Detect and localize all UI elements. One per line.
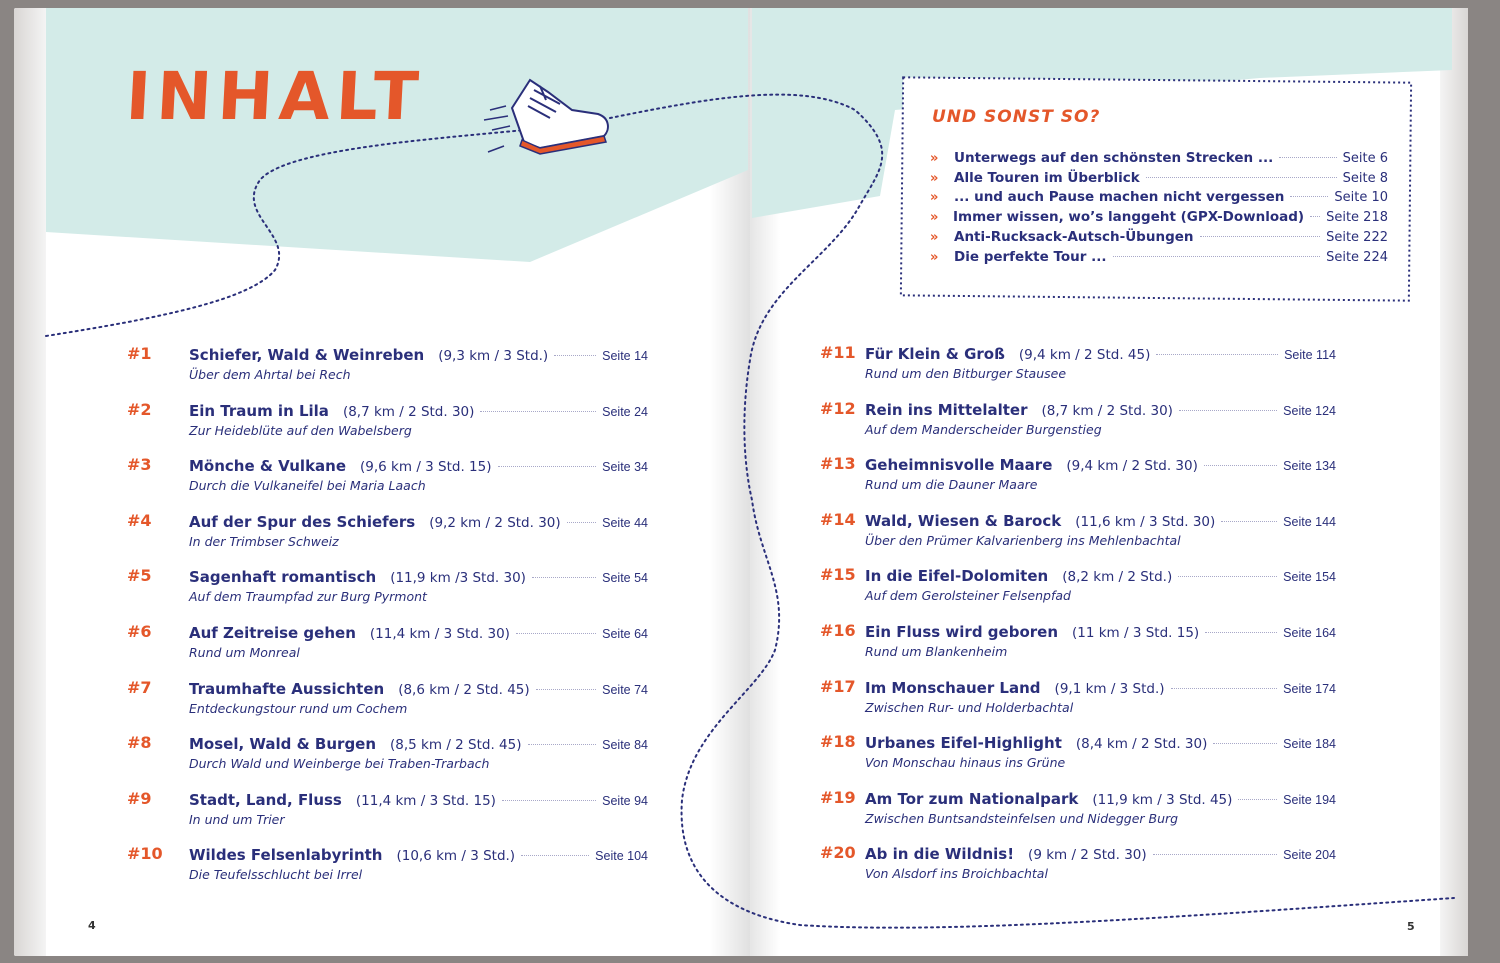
entry-subtitle: Die Teufelsschlucht bei Irrel — [189, 867, 363, 883]
entry-distance: (11,9 km /3 Std. 30) — [390, 570, 526, 587]
dot-leader — [516, 633, 596, 634]
entry-page: Seite 144 — [1283, 514, 1336, 529]
entry-page: Seite 184 — [1283, 737, 1336, 752]
entry-distance: (11,4 km / 3 Std. 15) — [355, 792, 496, 809]
entry-title: Geheimnisvolle Maare — [865, 456, 1053, 475]
toc-entry[interactable] — [189, 846, 648, 864]
toc-entry[interactable] — [189, 791, 648, 809]
chevron-double-right-icon: » — [930, 229, 939, 245]
entry-distance: (9 km / 2 Std. 30) — [1028, 847, 1147, 864]
entry-subtitle: Rund um Monreal — [189, 645, 300, 660]
dot-leader — [1205, 632, 1277, 633]
entry-number: #17 — [820, 676, 856, 696]
box-item-page: Seite 10 — [1334, 190, 1388, 206]
box-item-label: Die perfekte Tour ... — [954, 248, 1107, 265]
entry-page: Seite 134 — [1283, 459, 1336, 474]
entry-distance: (8,5 km / 2 Std. 45) — [390, 737, 522, 754]
entry-title: Rein ins Mittelalter — [865, 400, 1028, 419]
dot-leader — [480, 411, 596, 412]
entry-page: Seite 64 — [602, 627, 648, 641]
dot-leader — [532, 577, 596, 578]
mint-header-left — [46, 8, 748, 262]
entry-number: #1 — [127, 344, 152, 363]
entry-title: Urbanes Eifel-Highlight — [865, 734, 1062, 753]
entry-title: Sagenhaft romantisch — [189, 568, 377, 587]
entry-number: #5 — [127, 566, 152, 586]
entry-title: Ein Fluss wird geboren — [865, 623, 1058, 641]
box-item-page: Seite 222 — [1326, 229, 1388, 245]
toc-entry[interactable] — [865, 790, 1336, 808]
entry-number: #8 — [127, 733, 152, 753]
entry-subtitle: Zur Heideblüte auf den Wabelsberg — [189, 422, 412, 438]
toc-entry[interactable] — [189, 513, 648, 531]
box-item-label: Anti-Rucksack-Autsch-Übungen — [954, 228, 1194, 245]
entry-distance: (8,2 km / 2 Std.) — [1062, 569, 1173, 586]
toc-entry[interactable] — [189, 680, 648, 698]
toc-entry[interactable] — [865, 734, 1336, 752]
dot-leader — [1310, 216, 1320, 217]
entry-number: #6 — [127, 622, 152, 641]
dot-leader — [1171, 688, 1278, 689]
entry-page: Seite 74 — [602, 682, 648, 697]
box-item[interactable] — [930, 209, 1388, 225]
chevron-double-right-icon: » — [930, 170, 939, 186]
entry-distance: (11,4 km / 3 Std. 30) — [369, 626, 510, 642]
dot-leader — [1179, 410, 1277, 411]
entry-distance: (9,3 km / 3 Std.) — [438, 348, 549, 364]
toc-entry[interactable] — [189, 624, 648, 642]
entry-distance: (9,2 km / 2 Std. 30) — [429, 514, 561, 531]
entry-page: Seite 154 — [1283, 570, 1336, 585]
box-item[interactable] — [930, 150, 1388, 166]
box-item-page: Seite 6 — [1342, 151, 1388, 166]
dot-leader — [1204, 465, 1277, 466]
toc-entry[interactable] — [189, 457, 648, 475]
entry-distance: (8,6 km / 2 Std. 45) — [398, 681, 530, 698]
entry-distance: (11,6 km / 3 Std. 30) — [1075, 513, 1216, 530]
entry-page: Seite 164 — [1283, 626, 1336, 640]
toc-entry[interactable] — [865, 456, 1336, 474]
entry-page: Seite 124 — [1283, 403, 1336, 418]
entry-distance: (8,4 km / 2 Std. 30) — [1075, 736, 1208, 753]
box-item-label: Unterwegs auf den schönsten Strecken ... — [954, 150, 1274, 166]
dot-leader — [567, 522, 596, 523]
entry-page: Seite 194 — [1283, 792, 1336, 807]
dot-leader — [1153, 854, 1278, 855]
entry-number: #18 — [820, 732, 856, 752]
box-item[interactable] — [930, 249, 1388, 265]
dot-leader — [1178, 576, 1277, 577]
box-item-page: Seite 8 — [1342, 170, 1388, 186]
entry-number: #7 — [127, 677, 152, 697]
entry-title: Wald, Wiesen & Barock — [865, 511, 1062, 530]
entry-page: Seite 54 — [602, 571, 648, 586]
dot-leader — [554, 355, 596, 356]
entry-page: Seite 24 — [602, 404, 648, 419]
entry-number: #20 — [820, 843, 856, 863]
entry-subtitle: Über dem Ahrtal bei Rech — [189, 367, 351, 382]
entry-subtitle: Auf dem Traumpfad zur Burg Pyrmont — [189, 589, 427, 605]
entry-distance: (10,6 km / 3 Std.) — [396, 848, 516, 865]
entry-page: Seite 84 — [602, 738, 648, 753]
entry-subtitle: Durch Wald und Weinberge bei Traben-Trarbach — [189, 756, 490, 772]
box-item-page: Seite 218 — [1326, 210, 1388, 226]
entry-title: Mönche & Vulkane — [189, 457, 347, 476]
entry-number: #15 — [820, 565, 856, 585]
toc-entry[interactable] — [865, 623, 1336, 641]
dot-leader — [1290, 196, 1328, 197]
entry-title: Am Tor zum Nationalpark — [865, 789, 1079, 808]
entry-title: Ein Traum in Lila — [189, 401, 329, 420]
toc-entry[interactable] — [189, 402, 648, 420]
entry-subtitle: Zwischen Rur- und Holderbachtal — [865, 699, 1074, 715]
entry-subtitle: In und um Trier — [189, 811, 285, 827]
entry-distance: (9,6 km / 3 Std. 15) — [360, 459, 492, 476]
entry-number: #2 — [127, 399, 152, 419]
entry-page: Seite 94 — [602, 793, 648, 808]
dot-leader — [1213, 743, 1277, 744]
toc-entry[interactable] — [189, 346, 648, 364]
entry-number: #11 — [820, 343, 856, 362]
entry-subtitle: Über den Prümer Kalvarienberg ins Mehlenbachtal — [865, 532, 1181, 548]
chevron-double-right-icon: » — [930, 151, 939, 166]
entry-subtitle: Entdeckungstour rund um Cochem — [189, 700, 408, 716]
entry-title: Traumhafte Aussichten — [189, 679, 385, 698]
entry-subtitle: Von Alsdorf ins Broichbachtal — [865, 866, 1048, 882]
dot-leader — [1113, 256, 1321, 257]
toc-entry[interactable] — [865, 845, 1336, 863]
entry-subtitle: Zwischen Buntsandsteinfelsen und Nidegger Burg — [865, 810, 1179, 826]
dot-leader — [498, 466, 597, 467]
chevron-double-right-icon: » — [930, 249, 939, 265]
toc-entry[interactable] — [865, 401, 1336, 419]
entry-page: Seite 34 — [602, 460, 648, 475]
entry-page: Seite 174 — [1283, 681, 1336, 696]
box-item-label: ... und auch Pause machen nicht vergessen — [954, 189, 1285, 206]
entry-subtitle: Rund um Blankenheim — [865, 644, 1008, 659]
entry-title: Auf der Spur des Schiefers — [189, 512, 416, 531]
page-title: INHALT — [123, 58, 427, 135]
entry-distance: (9,1 km / 3 Std.) — [1054, 680, 1165, 697]
chevron-double-right-icon: » — [930, 190, 939, 206]
toc-entry[interactable] — [865, 512, 1336, 530]
dot-leader — [1156, 354, 1278, 355]
entry-number: #16 — [820, 621, 856, 640]
entry-page: Seite 44 — [602, 515, 648, 530]
dot-leader — [1200, 236, 1321, 237]
toc-entry[interactable] — [865, 679, 1336, 697]
entry-distance: (9,4 km / 2 Std. 45) — [1018, 347, 1151, 363]
chevron-double-right-icon: » — [930, 210, 939, 226]
entry-title: Wildes Felsenlabyrinth — [189, 846, 383, 865]
page-number-left: 4 — [88, 919, 96, 932]
entry-number: #13 — [820, 454, 856, 474]
toc-entry[interactable] — [189, 735, 648, 753]
dot-leader — [521, 855, 589, 856]
entry-subtitle: Rund um die Dauner Maare — [865, 477, 1038, 493]
entry-distance: (8,7 km / 2 Std. 30) — [342, 403, 475, 420]
box-item[interactable] — [930, 189, 1388, 205]
page-number-right: 5 — [1407, 920, 1415, 933]
entry-subtitle: Von Monschau hinaus ins Grüne — [865, 755, 1066, 771]
dot-leader — [502, 800, 596, 801]
entry-title: Schiefer, Wald & Weinreben — [189, 346, 425, 364]
entry-number: #14 — [820, 509, 856, 529]
entry-page: Seite 204 — [1283, 848, 1336, 863]
dot-leader — [1238, 799, 1277, 800]
entry-number: #3 — [127, 455, 152, 475]
box-item-label: Immer wissen, wo’s langgeht (GPX-Download) — [952, 209, 1305, 226]
box-item-page: Seite 224 — [1326, 249, 1388, 265]
entry-subtitle: Durch die Vulkaneifel bei Maria Laach — [189, 478, 426, 494]
entry-subtitle: Auf dem Gerolsteiner Felsenpfad — [865, 588, 1071, 604]
dot-leader — [1221, 521, 1277, 522]
entry-page: Seite 14 — [602, 349, 648, 363]
toc-entry[interactable] — [189, 568, 648, 586]
dot-leader — [528, 744, 597, 745]
entry-number: #4 — [127, 510, 152, 530]
entry-title: In die Eifel-Dolomiten — [865, 567, 1049, 586]
box-item-label: Alle Touren im Überblick — [954, 169, 1140, 186]
entry-distance: (8,7 km / 2 Std. 30) — [1041, 402, 1173, 419]
dot-leader — [1146, 177, 1337, 178]
entry-number: #19 — [820, 787, 856, 807]
entry-distance: (9,4 km / 2 Std. 30) — [1066, 458, 1198, 475]
entry-title: Im Monschauer Land — [865, 678, 1041, 697]
entry-number: #10 — [127, 844, 163, 864]
entry-title: Auf Zeitreise gehen — [189, 624, 356, 642]
dot-leader — [536, 689, 596, 690]
entry-number: #9 — [127, 788, 152, 808]
entry-subtitle: Rund um den Bitburger Stausee — [865, 366, 1067, 381]
box-item[interactable] — [930, 170, 1388, 186]
entry-subtitle: Auf dem Manderscheider Burgenstieg — [865, 421, 1102, 437]
entry-distance: (11,9 km / 3 Std. 45) — [1092, 791, 1233, 808]
entry-page: Seite 104 — [595, 849, 648, 864]
toc-entry[interactable] — [865, 345, 1336, 363]
entry-title: Ab in die Wildnis! — [865, 845, 1015, 864]
entry-title: Mosel, Wald & Burgen — [189, 735, 377, 754]
entry-title: Stadt, Land, Fluss — [189, 790, 342, 809]
entry-number: #12 — [820, 398, 856, 418]
entry-distance: (11 km / 3 Std. 15) — [1072, 625, 1200, 641]
entry-subtitle: In der Trimbser Schweiz — [189, 533, 339, 549]
entry-page: Seite 114 — [1284, 348, 1336, 362]
entry-title: Für Klein & Groß — [865, 345, 1005, 363]
dot-leader — [1279, 157, 1336, 158]
box-item[interactable] — [930, 229, 1388, 245]
box-title: UND SONST SO? — [932, 107, 1101, 127]
toc-entry[interactable] — [865, 567, 1336, 585]
